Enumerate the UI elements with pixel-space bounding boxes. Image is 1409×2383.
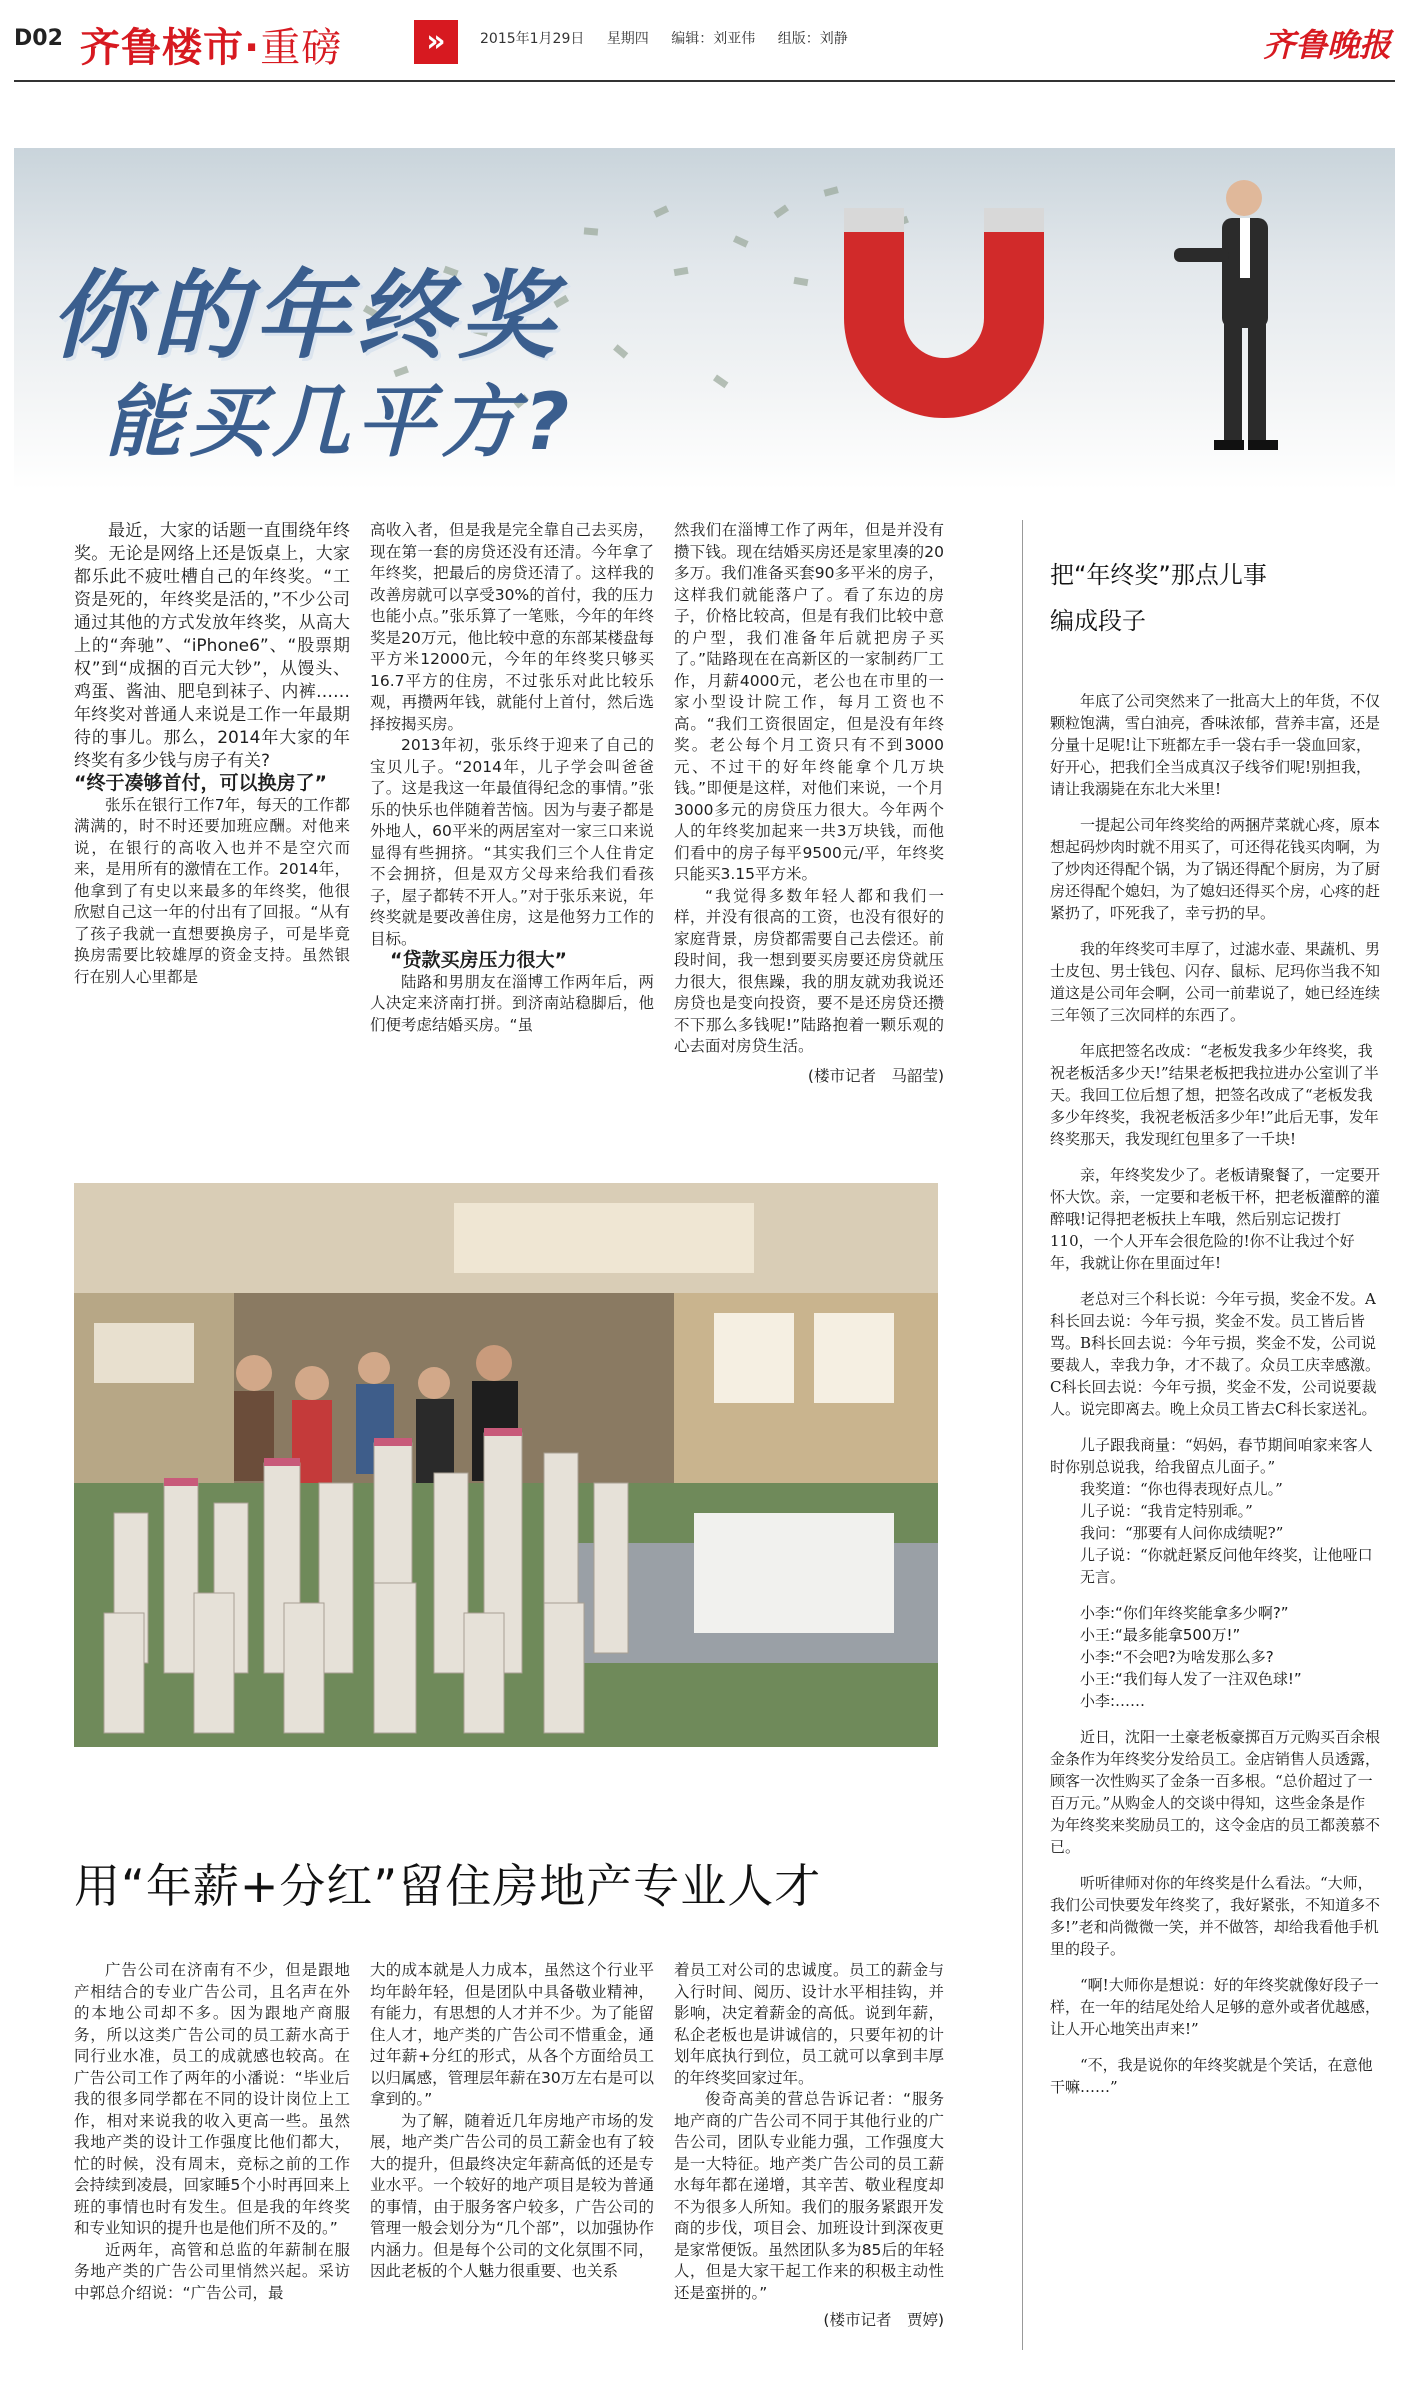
sidebar-body — [1050, 690, 1380, 2112]
section-sub: 重磅 — [260, 25, 343, 71]
dialogue-line: 我奖道：“你也得表现好点儿。” — [1080, 1480, 1283, 1498]
sidebar-joke: “啊!大师你是想说：好的年终奖就像好段子一样，在一年的结尾处给人足够的意外或者优越感，让人开心地笑出声来!” — [1050, 1976, 1381, 2038]
article1-paragraph: 2013年初，张乐终于迎来了自己的宝贝儿子。“2014年，儿子学会叫爸爸了。这是我这一年最值得纪念的事情。”张乐的快乐也伴随着苦恼。因为与妻子都是外地人，60平米的两居室对一家三口来说显得有些拥挤。“其实我们三个人住肯定不会拥挤，但是双方父母来给我们看孩子，屋子都转不开人。”对于张乐来说，年终奖就是要改善住房，这是他努力工作的目标。 — [370, 736, 654, 948]
sidebar-title-line2: 编成段子 — [1050, 607, 1146, 635]
article1-subhead1: “终于凑够首付，可以换房了” — [74, 772, 327, 794]
sidebar-joke: 一提起公司年终奖给的两捆芹菜就心疼，原本想起码炒肉时就不用买了，可还得花钱买肉啊，为了炒肉还得配个锅，为了锅还得配个厨房，为了厨房还得配个媳妇，为了媳妇还得买个房，心疼的赶紧扔了，吓死我了，幸亏扔的早。 — [1050, 816, 1381, 922]
article1-col1 — [74, 520, 350, 988]
banner-title-line2: 能买几平方? — [104, 378, 576, 468]
sidebar-divider — [1022, 520, 1023, 2350]
issue-weekday: 星期四 — [606, 31, 649, 47]
article1-col3 — [674, 520, 944, 1087]
sales-office-photo — [74, 1183, 938, 1747]
sidebar-dialogue2 — [1050, 1602, 1380, 1712]
article2-credit: (楼市记者 贾婷) — [823, 2311, 944, 2329]
sidebar-joke: “不，我是说你的年终奖就是个笑话，在意他干嘛……” — [1050, 2056, 1373, 2096]
article1-intro: 最近，大家的话题一直围绕年终奖。无论是网络上还是饭桌上，大家都乐此不疲吐槽自己的年终奖。“工资是死的，年终奖是活的，”不少公司通过其他的方式发放年终奖，从高大上的“奔驰”、“iPhone6”、“股票期权”到“成捆的百元大钞”，从馒头、鸡蛋、酱油、肥皂到袜子、内裤……年终奖对普通人来说是工作一年最期待的事儿。那么，2014年大家的年终奖有多少钱与房子有关? — [74, 521, 350, 771]
issue-layout: 组版：刘静 — [777, 31, 848, 47]
dialogue-line: 儿子说：“你就赶紧反问他年终奖，让他哑口无言。 — [1080, 1546, 1373, 1586]
issue-meta — [480, 28, 866, 48]
issue-date: 2015年1月29日 — [480, 31, 585, 47]
photo-illustration — [74, 1183, 938, 1747]
sidebar-joke: 年底把签名改成：“老板发我多少年终奖，我祝老板活多少天!”结果老板把我拉进办公室训了半天。我回工位后想了想，把签名改成了“老板发我多少年终奖，我祝老板活多少年!”此后无事，发年终奖那天，我发现红包里多了一千块! — [1050, 1042, 1379, 1148]
article1-paragraph: 然我们在淄博工作了两年，但是并没有攒下钱。现在结婚买房还是家里凑的20多万。我们准备买套90多平米的房子，这样我们就能落户了。看了东边的房子，价格比较高，但是有我们比较中意的户型，我们准备年后就把房子买了。”陆路现在在高新区的一家制药厂工作，月薪4000元，老公也在市里的一家小型设计院工作，每月工资也不高。“我们工资很固定，但是没有年终奖。老公每个月工资只有不到3000元、不过干的好年终能拿个几万块钱。”即便是这样，对他们来说，一个月3000多元的房贷压力很大。今年两个人的年终奖加起来一共3万块钱，而他们看中的房子每平9500元/平，年终奖只能买3.15平方米。 — [674, 521, 944, 883]
article1-paragraph: 高收入者，但是我是完全靠自己去买房，现在第一套的房贷还没有还清。今年拿了年终奖，把最后的房贷还清了。这样我的改善房就可以享受30%的首付，我的压力也能小点。”张乐算了一笔账，今年的年终奖是20万元，他比较中意的东部某楼盘每平方米12000元，今年的年终奖只够买16.7平方的住房，不过张乐对此比较乐观，再攒两年钱，就能付上首付，然后选择按揭买房。 — [370, 521, 654, 733]
businessman-figure — [1164, 168, 1314, 468]
section-title — [80, 16, 342, 73]
article1-paragraph: “我觉得多数年轻人都和我们一样，并没有很高的工资，也没有很好的家庭背景，房贷都需要自己去偿还。前段时间，我一想到要买房要还房贷就压力很大，很焦躁，我的朋友就劝我说还房贷也是变向投资，要不是还房贷还攒不下那么多钱呢!”陆路抱着一颗乐观的心去面对房贷生活。 — [674, 886, 944, 1055]
banner-title-line1: 你的年终奖 — [50, 260, 560, 372]
dialogue-line: 儿子说：“我肯定特别乖。” — [1080, 1502, 1253, 1520]
section-arrow-icon: » — [414, 20, 458, 64]
article1-paragraph: 陆路和男朋友在淄博工作两年后，两人决定来济南打拼。到济南站稳脚后，他们便考虑结婚买房。“虽 — [370, 972, 654, 1034]
sidebar-title — [1050, 552, 1370, 644]
article2-paragraph: 俊奇高美的营总告诉记者：“服务地产商的广告公司不同于其他行业的广告公司，团队专业能力强，工作强度大是一大特征。地产类广告公司的员工薪水每年都在递增，其辛苦、敬业程度却不为很多人所知。我们的服务紧跟开发商的步伐，项目会、加班设计到深夜更是家常便饭。虽然团队多为85后的年轻人，但是大家干起工作来的积极主动性还是蛮拼的。” — [674, 2090, 944, 2302]
sidebar-joke: 我的年终奖可丰厚了，过滤水壶、果蔬机、男士皮包、男士钱包、闪存、鼠标、尼玛你当我不知道这是公司年会啊，公司一前辈说了，她已经连续三年领了三次同样的东西了。 — [1050, 940, 1381, 1024]
sidebar-joke: 亲，年终奖发少了。老板请聚餐了，一定要开怀大饮。亲，一定要和老板干杯，把老板灌醉的灌醉哦!记得把老板扶上车哦，然后别忘记拨打110，一个人开车会很危险的!你不让我过个好年，我就让你在里面过年! — [1050, 1166, 1381, 1272]
sidebar-joke: 老总对三个科长说：今年亏损，奖金不发。A科长回去说：今年亏损，奖金不发。员工皆后皆骂。B科长回去说：今年亏损，奖金不发，公司说要裁人，幸我力争，才不裁了。众员工庆幸感激。C科长回去说：今年亏损，奖金不发，公司说要裁人。说完即离去。晚上众员工皆去C科长家送礼。 — [1050, 1290, 1381, 1418]
article2-headline: 用“年薪+分红”留住房地产专业人才 — [74, 1859, 822, 1913]
sidebar-joke: 听听律师对你的年终奖是什么看法。“大师，我们公司快要发年终奖了，我好紧张，不知道多不多!”老和尚微微一笑，并不做答，却给我看他手机里的段子。 — [1050, 1874, 1381, 1958]
dialogue-line: 小王:“最多能拿500万!” — [1080, 1626, 1241, 1644]
article1-col2 — [370, 520, 654, 1036]
dialogue-line: 小李:“不会吧?为啥发那么多? — [1080, 1648, 1274, 1666]
article1-subhead2: “贷款买房压力很大” — [390, 949, 567, 971]
article2-paragraph: 广告公司在济南有不少，但是跟地产相结合的专业广告公司，且名声在外的本地公司却不多。因为跟地产商服务，所以这类广告公司的员工薪水高于同行业水准，员工的成就感也较高。在广告公司工作了两年的小潘说：“毕业后我的很多同学都在不同的设计岗位上工作，相对来说我的收入更高一些。虽然我地产类的设计工作强度比他们都大，忙的时候，没有周末，竞标之前的工作会持续到凌晨，回家睡5个小时再回来上班的事情也时有发生。但是我的年终奖和专业知识的提升也是他们所不及的。” — [74, 1961, 350, 2237]
article2-paragraph: 着员工对公司的忠诚度。员工的薪金与入行时间、阅历、设计水平相挂钩，并影响，决定着薪金的高低。说到年薪，私企老板也是讲诚信的，只要年初的计划年底执行到位，员工就可以拿到丰厚的年终奖回家过年。 — [674, 1961, 944, 2087]
dialogue-line: 我问：“那要有人问你成绩呢?” — [1080, 1524, 1284, 1542]
newspaper-logo: 齐鲁晚报 — [1262, 26, 1391, 64]
page-number: D02 — [14, 26, 63, 51]
article1-paragraph: 张乐在银行工作7年，每天的工作都满满的，时不时还要加班应酬。对他来说，在银行的高收入也并不是空穴而来，是用所有的激情在工作。2014年，他拿到了有史以来最多的年终奖，他很欣慰自己这一年的付出有了回报。“从有了孩子我就一直想要换房子，可是毕竟换房需要比较雄厚的资金支持。虽然银行在别人心里都是 — [74, 795, 350, 986]
sidebar-joke: 近日，沈阳一土豪老板豪掷百万元购买百余根金条作为年终奖分发给员工。金店销售人员透露，顾客一次性购买了金条一百多根。“总价超过了一百万元。”从购金人的交谈中得知，这些金条是作为年终奖来奖励员工的，这令金店的员工都羡慕不已。 — [1050, 1728, 1381, 1856]
article2-col1 — [74, 1960, 350, 2304]
article2-paragraph: 大的成本就是人力成本，虽然这个行业平均年龄年轻，但是团队中具备敬业精神，有能力，有思想的人才并不少。为了能留住人才，地产类的广告公司不惜重金，通过年薪+分红的形式，从各个方面给员工以归属感，管理层年薪在30万左右是可以拿到的。” — [370, 1961, 654, 2108]
header-rule — [14, 80, 1395, 82]
feature-banner — [14, 148, 1395, 490]
dialogue-line: 小李:…… — [1080, 1692, 1146, 1710]
section-separator: · — [244, 25, 261, 71]
issue-editor: 编辑：刘亚伟 — [671, 31, 756, 47]
article2-col3 — [674, 1960, 944, 2332]
sidebar-dialogue1 — [1050, 1434, 1380, 1588]
article2-col2 — [370, 1960, 654, 2283]
sidebar-title-line1: 把“年终奖”那点儿事 — [1050, 561, 1267, 589]
sidebar-joke: 年底了公司突然来了一批高大上的年货，不仅颗粒饱满，雪白油亮，香味浓郁，营养丰富，还是分量十足呢!让下班都左手一袋右手一袋血回家，好开心，把我们全当成真汉子线爷们呢!别担我，请让我溺毙在东北大米里! — [1050, 692, 1381, 798]
article1-credit: (楼市记者 马韶莹) — [807, 1066, 944, 1085]
article2-paragraph: 为了解，随着近几年房地产市场的发展，地产类广告公司的员工薪金也有了较大的提升，但最终决定年薪高低的还是专业水平。一个较好的地产项目是较为普通的事情，由于服务客户较多，广告公司的管理一般会划分为“几个部”，以加强协作内涵力。但是每个公司的文化氛围不同，因此老板的个人魅力很重要、也关系 — [370, 2111, 654, 2280]
dialogue-line: 小李:“你们年终奖能拿多少啊?” — [1080, 1604, 1289, 1622]
magnet-icon — [814, 188, 1074, 428]
dialogue-line: 儿子跟我商量：“妈妈，春节期间咱家来客人时你别总说我，给我留点儿面子。” — [1050, 1436, 1373, 1476]
section-main: 齐鲁楼市 — [80, 25, 244, 71]
article2-paragraph: 近两年，高管和总监的年薪制在服务地产类的广告公司里悄然兴起。采访中郭总介绍说：“广告公司，最 — [74, 2240, 350, 2302]
dialogue-line: 小王:“我们每人发了一注双色球!” — [1080, 1670, 1302, 1688]
